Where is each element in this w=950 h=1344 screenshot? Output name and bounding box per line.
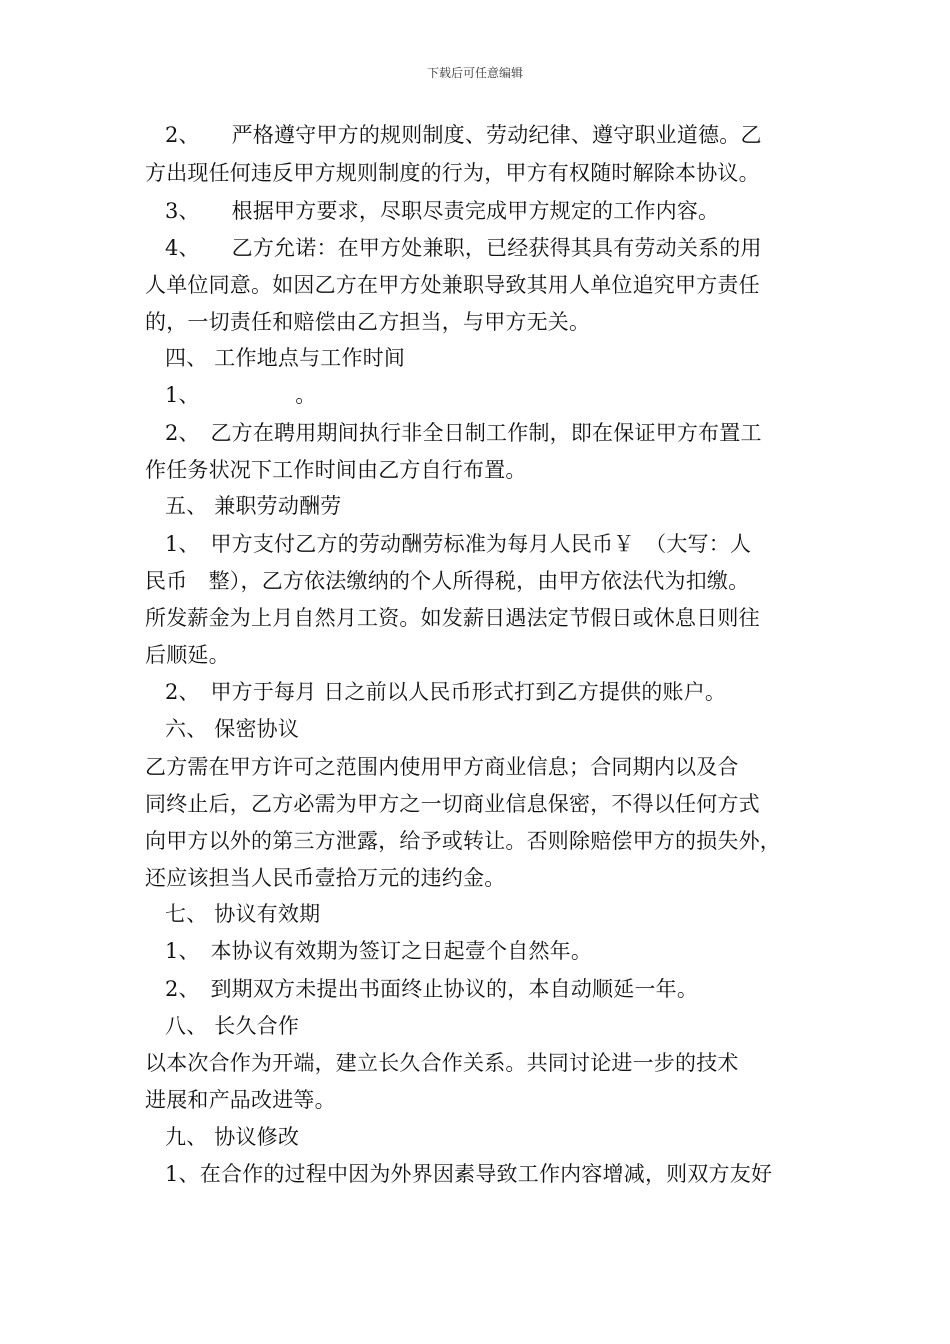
clause-line: 2、 严格遵守甲方的规则制度、劳动纪律、遵守职业道德。乙 [165, 123, 762, 147]
clause-line: 以本次合作为开端，建立长久合作关系。共同讨论进一步的技术 [145, 1051, 739, 1075]
clause-line: 乙方需在甲方许可之范围内使用甲方商业信息；合同期内以及合 [145, 755, 739, 779]
clause-line: 2、 到期双方未提出书面终止协议的，本自动顺延一年。 [165, 977, 699, 1001]
clause-line: 1、 。 [165, 383, 317, 407]
clause-line: 同终止后，乙方必需为甲方之一切商业信息保密，不得以任何方式 [145, 792, 760, 816]
section-heading: 八、 长久合作 [165, 1014, 300, 1038]
clause-line: 人单位同意。如因乙方在甲方处兼职导致其用人单位追究甲方责任 [145, 273, 760, 297]
section-heading: 七、 协议有效期 [165, 902, 321, 926]
section-heading: 四、 工作地点与工作时间 [165, 346, 406, 370]
clause-line: 作任务状况下工作时间由乙方自行布置。 [145, 458, 527, 482]
clause-line: 2、 乙方在聘用期间执行非全日制工作制，即在保证甲方布置工 [165, 421, 762, 445]
page-header: 下载后可任意编辑 [426, 66, 523, 80]
clause-line: 1、 本协议有效期为签订之日起壹个自然年。 [165, 939, 593, 963]
clause-line: 4、 乙方允诺：在甲方处兼职，已经获得其具有劳动关系的用 [165, 236, 762, 260]
section-heading: 六、 保密协议 [165, 717, 300, 741]
clause-line: 方出现任何违反甲方规则制度的行为，甲方有权随时解除本协议。 [145, 161, 760, 185]
clause-line: 向甲方以外的第三方泄露，给予或转让。否则除赔偿甲方的损失外， [145, 829, 781, 853]
clause-line: 1、在合作的过程中因为外界因素导致工作内容增减，则双方友好 [165, 1162, 773, 1186]
clause-line: 的，一切责任和赔偿由乙方担当，与甲方无关。 [145, 310, 591, 334]
clause-line: 还应该担当人民币壹拾万元的违约金。 [145, 866, 506, 890]
clause-line: 民币 整），乙方依法缴纳的个人所得税，由甲方依法代为扣缴。 [145, 569, 750, 593]
clause-line: 1、 甲方支付乙方的劳动酬劳标准为每月人民币￥ （大写：人 [165, 532, 752, 556]
clause-line: 3、 根据甲方要求，尽职尽责完成甲方规定的工作内容。 [165, 199, 720, 223]
clause-line: 所发薪金为上月自然月工资。如发薪日遇法定节假日或休息日则往 [145, 606, 760, 630]
clause-line: 2、 甲方于每月 日之前以人民币形式打到乙方提供的账户。 [165, 680, 727, 704]
clause-line: 后顺延。 [145, 643, 230, 667]
section-heading: 五、 兼职劳动酬劳 [165, 494, 342, 518]
section-heading: 九、 协议修改 [165, 1125, 300, 1149]
clause-line: 进展和产品改进等。 [145, 1088, 336, 1112]
